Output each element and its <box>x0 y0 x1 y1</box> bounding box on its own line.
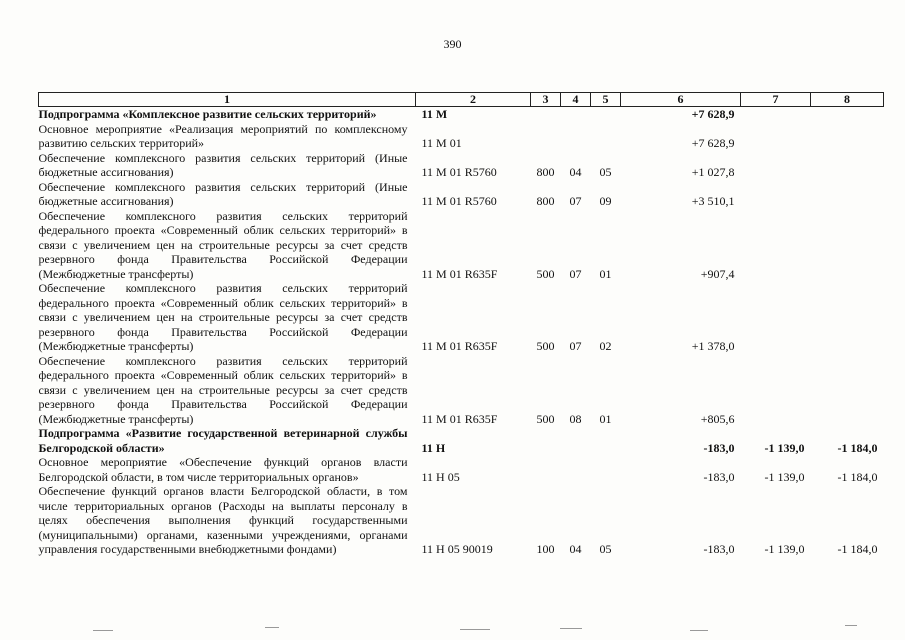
cell-c8 <box>811 122 884 151</box>
cell-name: Подпрограмма «Комплексное развитие сельских территорий» <box>38 107 377 121</box>
scan-speck <box>93 630 113 631</box>
cell-name: Обеспечение комплексного развития сельских территорий (Иные бюджетные ассигнования) <box>38 150 408 179</box>
scan-speck <box>560 628 582 629</box>
cell-c8: -1 184,0 <box>837 542 878 556</box>
table-row <box>39 209 884 282</box>
cell-code: 11 М <box>421 107 448 121</box>
cell-name: Обеспечение комплексного развития сельских территорий федерального проекта «Современный облик сельских территорий» в связи с увеличением цен на строительные ресурсы за счет средств резервного фонда Правительства Российской Федерации (Межбюджетные трансферты) <box>38 281 408 353</box>
cell-c6: +7 628,9 <box>691 107 735 121</box>
table-row <box>39 484 884 557</box>
header-cell: 8 <box>811 93 884 107</box>
cell-c3: 500 <box>536 266 555 281</box>
cell-c5: 05 <box>599 542 612 556</box>
header-cell: 5 <box>591 93 621 107</box>
cell-c4: 04 <box>569 542 582 556</box>
cell-c8 <box>811 151 884 180</box>
cell-c5 <box>591 122 621 151</box>
table-row <box>39 354 884 427</box>
cell-c4: 07 <box>569 266 582 281</box>
cell-c8: -1 184,0 <box>837 440 878 455</box>
cell-c5: 01 <box>599 266 612 281</box>
table-row <box>39 180 884 209</box>
cell-c5: 01 <box>599 411 612 426</box>
cell-name: Подпрограмма «Развитие государственной ветеринарной службы Белгородской области» <box>38 426 408 455</box>
cell-c3 <box>531 107 561 122</box>
cell-code: 11 М 01 R5760 <box>421 165 497 179</box>
cell-c6: +1 027,8 <box>691 165 735 179</box>
table-row <box>39 426 884 455</box>
cell-c8 <box>811 180 884 209</box>
cell-c7 <box>741 180 811 209</box>
cell-c3: 500 <box>536 339 555 353</box>
header-cell: 6 <box>621 93 741 107</box>
table-row <box>39 122 884 151</box>
table-row <box>39 107 884 122</box>
scan-speck <box>265 627 279 628</box>
cell-c7 <box>741 122 811 151</box>
header-row <box>39 93 884 107</box>
cell-name: Основное мероприятие «Реализация мероприятий по комплексному развитию сельских территорий» <box>38 121 408 150</box>
cell-c4 <box>561 107 591 122</box>
cell-c6: +1 378,0 <box>691 339 735 353</box>
page-number: 390 <box>443 37 462 51</box>
cell-name: Обеспечение комплексного развития сельских территорий (Иные бюджетные ассигнования) <box>38 179 408 208</box>
cell-code: 11 М 01 <box>421 136 462 150</box>
cell-code: 11 Н 05 <box>421 469 460 484</box>
cell-c7 <box>741 209 811 282</box>
scan-speck <box>845 625 857 626</box>
cell-c4: 08 <box>569 411 582 426</box>
cell-c4 <box>561 122 591 151</box>
scan-speck <box>690 630 708 631</box>
cell-code: 11 М 01 R5760 <box>421 194 497 208</box>
cell-c3: 100 <box>536 542 555 556</box>
cell-c8 <box>811 107 884 122</box>
cell-code: 11 М 01 R635F <box>421 411 498 426</box>
cell-code: 11 Н 05 90019 <box>421 542 493 556</box>
cell-code: 11 М 01 R635F <box>421 339 498 353</box>
cell-c4: 07 <box>569 194 582 208</box>
header-cell: 3 <box>531 93 561 107</box>
cell-c3 <box>531 426 561 455</box>
cell-name: Основное мероприятие «Обеспечение функций органов власти Белгородской области, в том числе территориальных органов» <box>38 455 408 484</box>
table-row <box>39 455 884 484</box>
cell-name: Обеспечение комплексного развития сельских территорий федерального проекта «Современный облик сельских территорий» в связи с увеличением цен на строительные ресурсы за счет средств резервного фонда Правительства Российской Федерации (Межбюджетные трансферты) <box>38 208 408 281</box>
cell-c6: -183,0 <box>703 469 735 484</box>
cell-c6: -183,0 <box>703 542 735 556</box>
cell-c6: +907,4 <box>700 266 735 281</box>
cell-c5: 02 <box>599 339 612 353</box>
cell-c7 <box>741 151 811 180</box>
cell-c7 <box>741 281 811 354</box>
cell-c8 <box>811 354 884 427</box>
cell-c6: +7 628,9 <box>691 136 735 150</box>
cell-c5 <box>591 426 621 455</box>
cell-c4 <box>561 426 591 455</box>
header-cell: 4 <box>561 93 591 107</box>
cell-c5 <box>591 107 621 122</box>
cell-c7: -1 139,0 <box>764 440 805 455</box>
cell-c3 <box>531 122 561 151</box>
cell-c3: 800 <box>536 165 555 179</box>
cell-c7 <box>741 354 811 427</box>
header-cell: 2 <box>416 93 531 107</box>
cell-c3 <box>531 455 561 484</box>
cell-c8 <box>811 281 884 354</box>
table-row <box>39 281 884 354</box>
cell-c8 <box>811 209 884 282</box>
header-cell: 1 <box>39 93 416 107</box>
cell-c3: 800 <box>536 194 555 208</box>
table-row <box>39 151 884 180</box>
cell-c6: -183,0 <box>703 440 735 455</box>
cell-c5: 05 <box>599 165 612 179</box>
cell-c4: 04 <box>569 165 582 179</box>
cell-c4: 07 <box>569 339 582 353</box>
cell-c7: -1 139,0 <box>764 542 805 556</box>
cell-c8: -1 184,0 <box>837 469 878 484</box>
cell-c6: +3 510,1 <box>691 194 735 208</box>
budget-table <box>38 92 884 557</box>
cell-c3: 500 <box>536 411 555 426</box>
cell-code: 11 М 01 R635F <box>421 266 498 281</box>
scan-speck <box>460 629 490 630</box>
header-cell: 7 <box>741 93 811 107</box>
cell-c5: 09 <box>599 194 612 208</box>
cell-name: Обеспечение комплексного развития сельских территорий федерального проекта «Современный облик сельских территорий» в связи с увеличением цен на строительные ресурсы за счет средств резервного фонда Правительства Российской Федерации (Межбюджетные трансферты) <box>38 353 408 426</box>
cell-c7: -1 139,0 <box>764 469 805 484</box>
cell-c4 <box>561 455 591 484</box>
cell-c6: +805,6 <box>700 411 735 426</box>
cell-code: 11 Н <box>421 440 446 455</box>
cell-c5 <box>591 455 621 484</box>
cell-c7 <box>741 107 811 122</box>
cell-name: Обеспечение функций органов власти Белгородской области, в том числе территориальных органов (Расходы на выплаты персоналу в целях обеспечения выполнения функций государственными (муниципальными) органами, казенными учреждениями, органами управления государственными внебюджетными фондами) <box>38 484 408 556</box>
